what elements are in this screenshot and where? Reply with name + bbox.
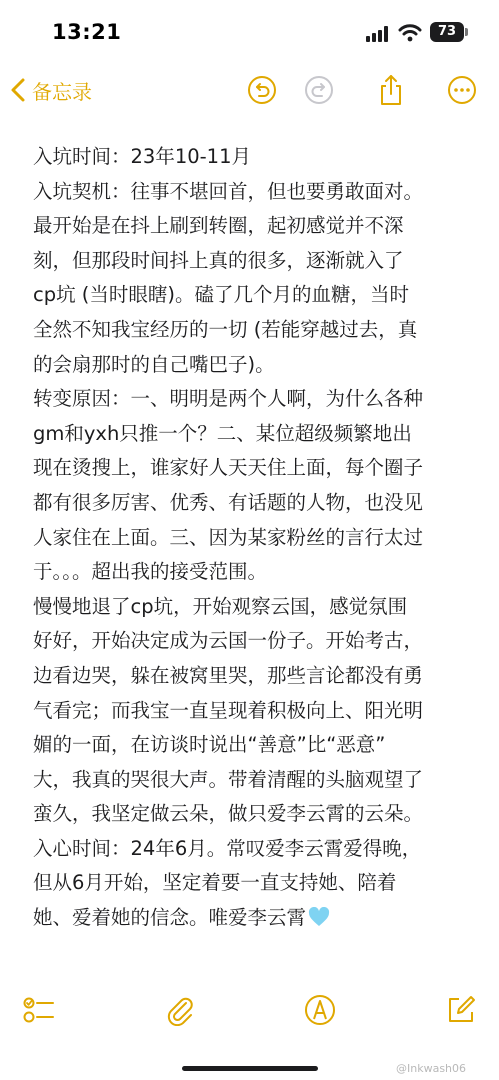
note-line: 慢慢地退了cp坑，开始观察云国，感觉氛围 (33, 594, 408, 618)
note-line: 人家住在上面。三、因为某家粉丝的言行太过 (33, 525, 424, 549)
note-line-text: 她、爱着她的信念。唯爱李云霄 (33, 906, 307, 930)
note-line: 都有很多厉害、优秀、有话题的人物，也没见 (33, 490, 424, 514)
note-line: 媚的一面，在访谈时说出“善意”比“恶意” (33, 733, 386, 757)
note-line: 入心时间：24年6月。常叹爱李云霄爱得晚， (33, 836, 422, 860)
share-icon (377, 74, 405, 106)
note-line: 的会扇那时的自己嘴巴子)。 (33, 352, 275, 376)
note-line: 现在烫搜上，谁家好人天天住上面，每个圈子 (33, 456, 424, 480)
note-line: 但从6月开始，坚定着要一直支持她、陪着 (33, 871, 397, 895)
redo-button[interactable] (301, 72, 337, 108)
more-button[interactable] (444, 72, 480, 108)
note-line: 入坑契机：往事不堪回首，但也要勇敢面对。 (33, 179, 424, 203)
note-line: gm和yxh只推一个？二、某位超级频繁地出 (33, 421, 412, 445)
note-line: cp坑 (当时眼瞎)。磕了几个月的血糖，当时 (33, 283, 410, 307)
note-line: 蛮久，我坚定做云朵，做只爱李云霄的云朵。 (33, 802, 424, 826)
status-time: 13:21 (52, 20, 122, 44)
compose-icon (445, 994, 477, 1026)
bottom-toolbar (0, 982, 499, 1038)
back-label: 备忘录 (32, 79, 92, 104)
redo-icon (304, 75, 334, 105)
status-bar (0, 0, 499, 64)
note-body[interactable] (33, 140, 473, 936)
markup-button[interactable] (302, 992, 338, 1028)
chevron-left-icon (8, 77, 30, 103)
cellular-signal-icon (366, 26, 390, 42)
note-line: 气看完；而我宝一直呈现着积极向上、阳光明 (33, 698, 424, 722)
nav-bar (0, 64, 499, 116)
note-line: 好好，开始决定成为云国一份子。开始考古， (33, 629, 424, 653)
markup-pen-icon (304, 994, 336, 1026)
note-line: 大，我真的哭很大声。带着清醒的头脑观望了 (33, 767, 424, 791)
light-blue-heart-icon (308, 907, 330, 927)
checklist-button[interactable] (21, 992, 57, 1028)
home-indicator (182, 1066, 318, 1071)
battery-indicator: 73 (430, 22, 464, 42)
more-icon (447, 75, 477, 105)
attachment-button[interactable] (162, 992, 198, 1028)
note-line: 全然不知我宝经历的一切 (若能穿越过去，真 (33, 317, 418, 341)
wifi-icon (398, 24, 422, 42)
note-line: 于。。。超出我的接受范围。 (33, 560, 268, 584)
share-button[interactable] (373, 72, 409, 108)
checklist-icon (23, 995, 55, 1025)
note-line-last (33, 901, 473, 936)
note-line: 入坑时间：23年10-11月 (33, 145, 251, 168)
undo-button[interactable] (244, 72, 280, 108)
undo-icon (247, 75, 277, 105)
battery-tip (465, 28, 468, 36)
note-line: 边看边哭，躲在被窝里哭，那些言论都没有勇 (33, 663, 424, 687)
note-line: 转变原因：一、明明是两个人啊，为什么各种 (33, 387, 424, 411)
note-line: 刻，但那段时间抖上真的很多，逐渐就入了 (33, 248, 404, 272)
watermark: @Inkwash06 (396, 1062, 467, 1075)
note-line: 最开始是在抖上刷到转圈，起初感觉并不深 (33, 214, 404, 238)
back-button[interactable] (8, 72, 92, 108)
compose-button[interactable] (443, 992, 479, 1028)
paperclip-icon (165, 994, 195, 1026)
